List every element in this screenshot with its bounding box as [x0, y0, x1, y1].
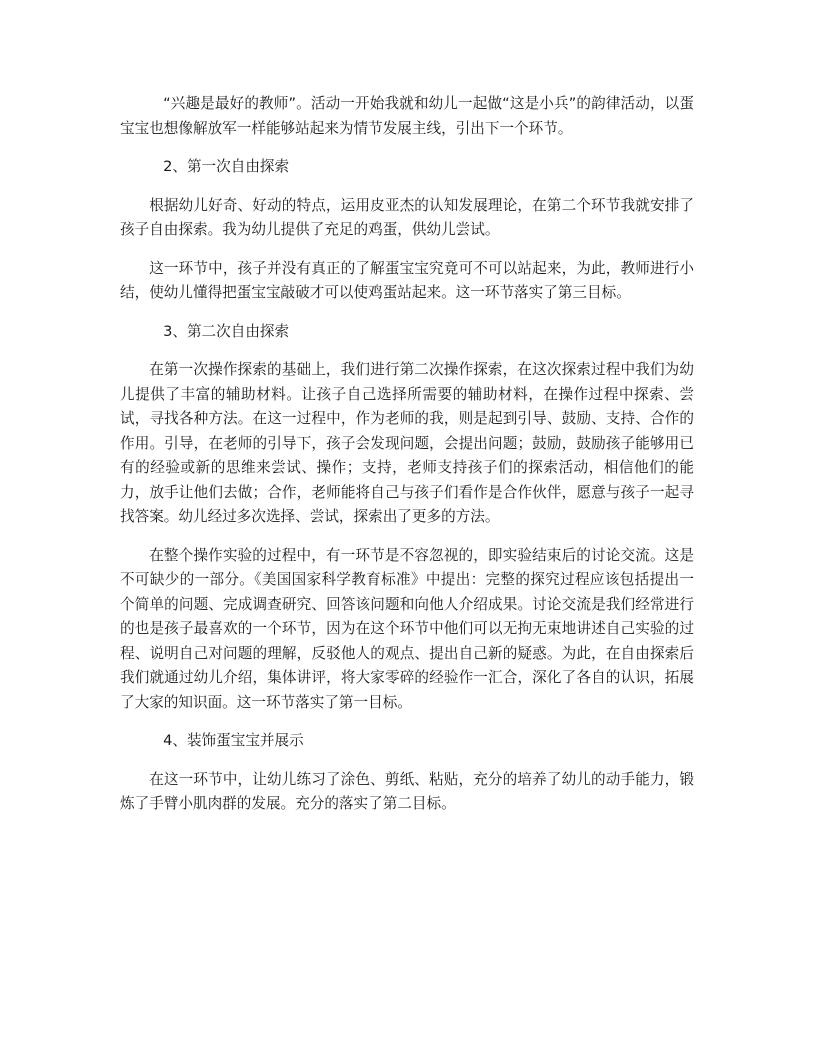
paragraph-decoration: 在这一环节中，让幼儿练习了涂色、剪纸、粘贴，充分的培养了幼儿的动手能力，锻炼了手臂小肌肉群的发展。充分的落实了第二目标。: [120, 770, 694, 812]
section-heading-second-exploration: 3、第二次自由探索: [163, 322, 290, 340]
paragraph-interest-intro: “兴趣是最好的教师”。活动一开始我就和幼儿一起做“这是小兵”的韵律活动，以蛋宝宝也想像解放军一样能够站起来为情节发展主线，引出下一个环节。: [120, 95, 694, 137]
section-heading-decoration: 4、装饰蛋宝宝并展示: [163, 732, 304, 749]
paragraph-second-exploration: 在第一次操作探索的基础上，我们进行第二次操作探索，在这次探索过程中我们为幼儿提供了丰富的辅助材料。让孩子自己选择所需要的辅助材料，在操作过程中探索、尝试，寻找各种方法。在这一过程中，作为老师的我，则是起到引导、鼓励、支持、合作的作用。引导，在老师的引导下，孩子会发现问题，会提出问题；鼓励，鼓励孩子能够用已有的经验或新的思维来尝试、操作；支持，老师支持孩子们的探索活动，相信他们的能力，放手让他们去做；合作，老师能将自己与孩子们看作是合作伙伴，愿意与孩子一起寻找答案。幼儿经过多次选择、尝试，探索出了更多的方法。: [120, 361, 694, 525]
document-body: [120, 92, 694, 831]
paragraph-discussion: 在整个操作实验的过程中，有一环节是不容忽视的，即实验结束后的讨论交流。这是不可缺少的一部分。《美国国家科学教育标准》中提出：完整的探究过程应该包括提出一个简单的问题、完成调查研究、回答该问题和向他人介绍成果。讨论交流是我们经常进行的也是孩子最喜欢的一个环节，因为在这个环节中他们可以无拘无束地讲述自己实验的过程、说明自己对问题的理解，反驳他人的观点、提出自己新的疑惑。为此，在自由探索后我们就通过幼儿介绍，集体讲评，将大家零碎的经验作一汇合，深化了各自的认识，拓展了大家的知识面。这一环节落实了第一目标。: [120, 546, 694, 711]
paragraph-first-exploration: 根据幼儿好奇、好动的特点，运用皮亚杰的认知发展理论，在第二个环节我就安排了孩子自由探索。我为幼儿提供了充足的鸡蛋，供幼儿尝试。: [120, 196, 694, 238]
section-heading-first-exploration: 2、第一次自由探索: [163, 158, 290, 175]
paragraph-first-summary: 这一环节中，孩子并没有真正的了解蛋宝宝究竟可不可以站起来，为此，教师进行小结，使幼儿懂得把蛋宝宝敲破才可以使鸡蛋站起来。这一环节落实了第三目标。: [120, 259, 694, 301]
